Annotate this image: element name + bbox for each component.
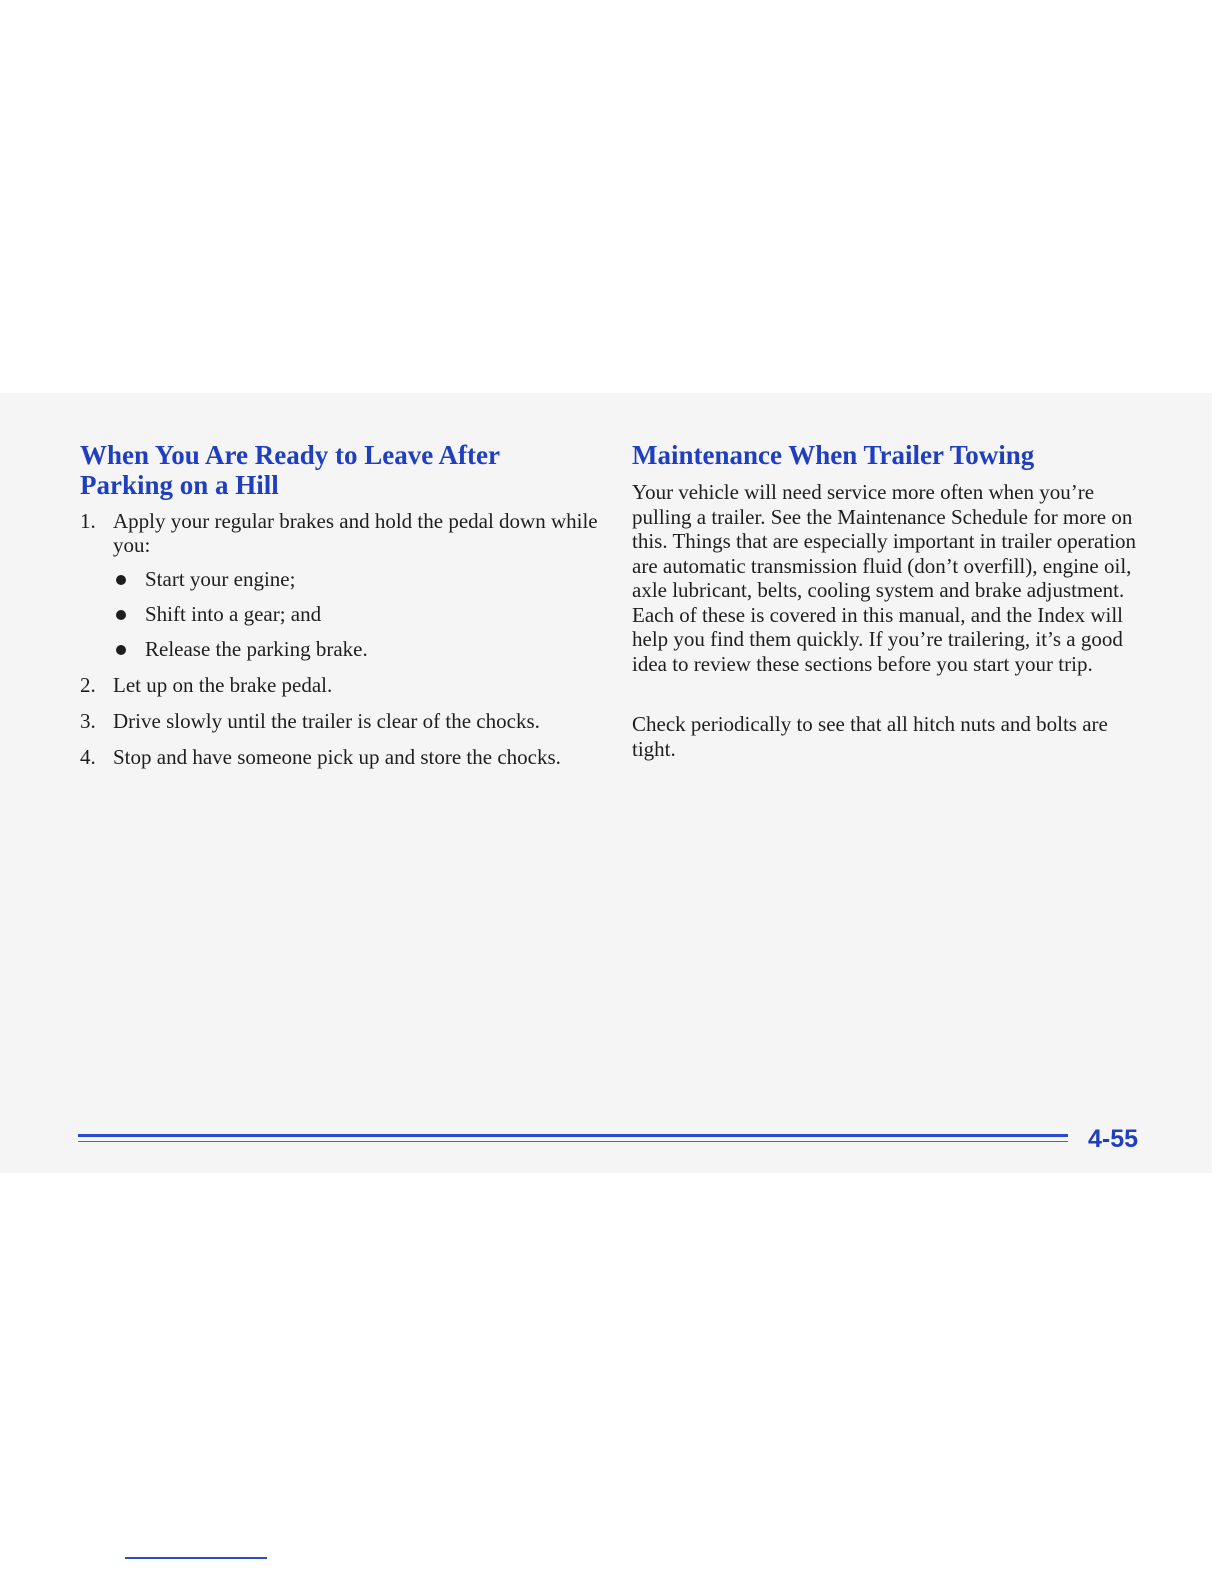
hitch-check-paragraph: Check periodically to see that all hitch nuts and bolts are tight. bbox=[632, 712, 1108, 761]
sub-step-item bbox=[113, 567, 610, 591]
sub-step-item bbox=[113, 602, 610, 626]
step-number: 4. bbox=[80, 745, 96, 769]
sub-step-text: Release the parking brake. bbox=[145, 637, 368, 661]
step-text: Drive slowly until the trailer is clear of the chocks. bbox=[113, 709, 540, 733]
step-number: 2. bbox=[80, 673, 96, 697]
sub-step-item bbox=[113, 637, 610, 661]
bullet-icon bbox=[116, 645, 126, 655]
step-item bbox=[80, 673, 610, 697]
leave-steps-list bbox=[80, 509, 610, 781]
sub-step-list bbox=[113, 567, 610, 661]
bottom-divider bbox=[125, 1557, 267, 1559]
footer-rule-thin bbox=[78, 1141, 1068, 1142]
page-number: 4-55 bbox=[1088, 1125, 1139, 1153]
step-item bbox=[80, 745, 610, 769]
step-item bbox=[80, 709, 610, 733]
maintenance-paragraph: Your vehicle will need service more often when you’re pulling a trailer. See the Maintenance Schedule for more on this. Things that are especially important in trailer operation are automatic transmission fluid (don’t overfill), engine oil, axle lubricant, belts, cooling system and brake adjustment. Each of these is covered in this manual, and the Index will help you find them quickly. If you’re trailering, it’s a good idea to review these sections before you start your trip. bbox=[632, 480, 1137, 676]
section-title-maintenance-towing: Maintenance When Trailer Towing bbox=[632, 440, 1035, 470]
step-text: Apply your regular brakes and hold the pedal down while you: bbox=[113, 509, 598, 557]
sub-step-text: Start your engine; bbox=[145, 567, 296, 591]
section-title-leave-after-parking: When You Are Ready to Leave After Parking on a Hill bbox=[80, 440, 500, 500]
sub-step-text: Shift into a gear; and bbox=[145, 602, 322, 626]
bullet-icon bbox=[116, 575, 126, 585]
step-text: Stop and have someone pick up and store the chocks. bbox=[113, 745, 561, 769]
footer-rule bbox=[78, 1134, 1068, 1137]
step-item bbox=[80, 509, 610, 661]
step-text: Let up on the brake pedal. bbox=[113, 673, 333, 697]
bullet-icon bbox=[116, 610, 126, 620]
step-number: 3. bbox=[80, 709, 96, 733]
step-number: 1. bbox=[80, 509, 96, 533]
